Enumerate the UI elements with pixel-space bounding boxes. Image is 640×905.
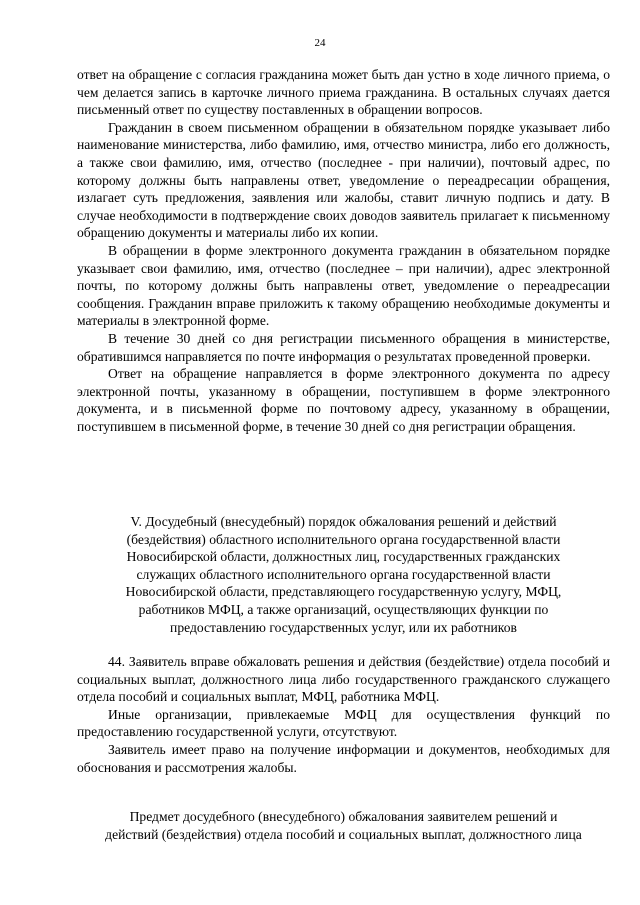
paragraph: В обращении в форме электронного документа гражданин в обязательном порядке указывает свои фамилию, имя, отчество (последнее – при наличии), адрес электронной почты, по которому должны быть направлены ответ, уведомление о переадресации сообщения. Гражданин вправе приложить к такому обращению необходимые документы и материалы в электронной форме. <box>77 242 610 329</box>
heading-line: служащих областного исполнительного органа государственной власти <box>136 566 551 582</box>
paragraph: Ответ на обращение направляется в форме электронного документа по адресу электронной почты, указанному в обращении, поступившем в форме электронного документа, и в письменной форме по почтовому адресу, указанному в обращении, поступившем в письменной форме, в течение 30 дней со дня регистрации обращения. <box>77 366 610 434</box>
paragraph: Заявитель имеет право на получение информации и документов, необходимых для обоснования и рассмотрения жалобы. <box>77 741 610 775</box>
section-heading <box>77 513 610 636</box>
paragraph: 44. Заявитель вправе обжаловать решения и действия (бездействие) отдела пособий и социальных выплат, должностного лица либо государственного гражданского служащего отдела пособий и социальных выплат, МФЦ, работника МФЦ. <box>77 654 610 705</box>
heading-line: предоставлению государственных услуг, или их работников <box>170 619 517 635</box>
paragraph: ответ на обращение с согласия гражданина может быть дан устно в ходе личного приема, о чем делается запись в карточке личного приема гражданина. В остальных случаях дается письменный ответ по существу поставленных в обращении вопросов. <box>77 67 610 118</box>
paragraph: Гражданин в своем письменном обращении в обязательном порядке указывает либо наименование министерства, либо фамилию, имя, отчество министра, либо его должность, а также свои фамилию, имя, отчество (последнее - при наличии), почтовый адрес, по которому должны быть направлены ответ, уведомление о переадресации обращения, излагает суть предложения, заявления или жалобы, ставит личную подпись и дату. В случае необходимости в подтверждение своих доводов заявитель прилагает к письменному обращению документы и материалы либо их копии. <box>77 119 610 241</box>
heading-line: V. Досудебный (внесудебный) порядок обжалования решений и действий <box>130 514 557 529</box>
heading-line: Предмет досудебного (внесудебного) обжалования заявителем решений и <box>129 809 558 824</box>
page-number: 24 <box>314 37 326 49</box>
body-block-1 <box>77 66 610 435</box>
heading-line: работников МФЦ, а также организаций, осуществляющих функции по <box>138 601 549 617</box>
heading-line: Новосибирской области, представляющего государственную услугу, МФЦ, <box>125 584 562 600</box>
body-block-2 <box>77 653 610 776</box>
subsection-heading <box>77 808 610 843</box>
heading-line: Новосибирской области, должностных лиц, государственных гражданских <box>126 549 561 565</box>
paragraph: Иные организации, привлекаемые МФЦ для осуществления функций по предоставлению государственной услуги, отсутствуют. <box>77 706 610 740</box>
paragraph: В течение 30 дней со дня регистрации письменного обращения в министерстве, обратившимся направляется по почте информация о результатах проведенной проверки. <box>77 330 610 364</box>
heading-line: действий (бездействия) отдела пособий и социальных выплат, должностного лица <box>105 826 582 842</box>
heading-line: (бездействия) областного исполнительного органа государственной власти <box>126 531 561 547</box>
